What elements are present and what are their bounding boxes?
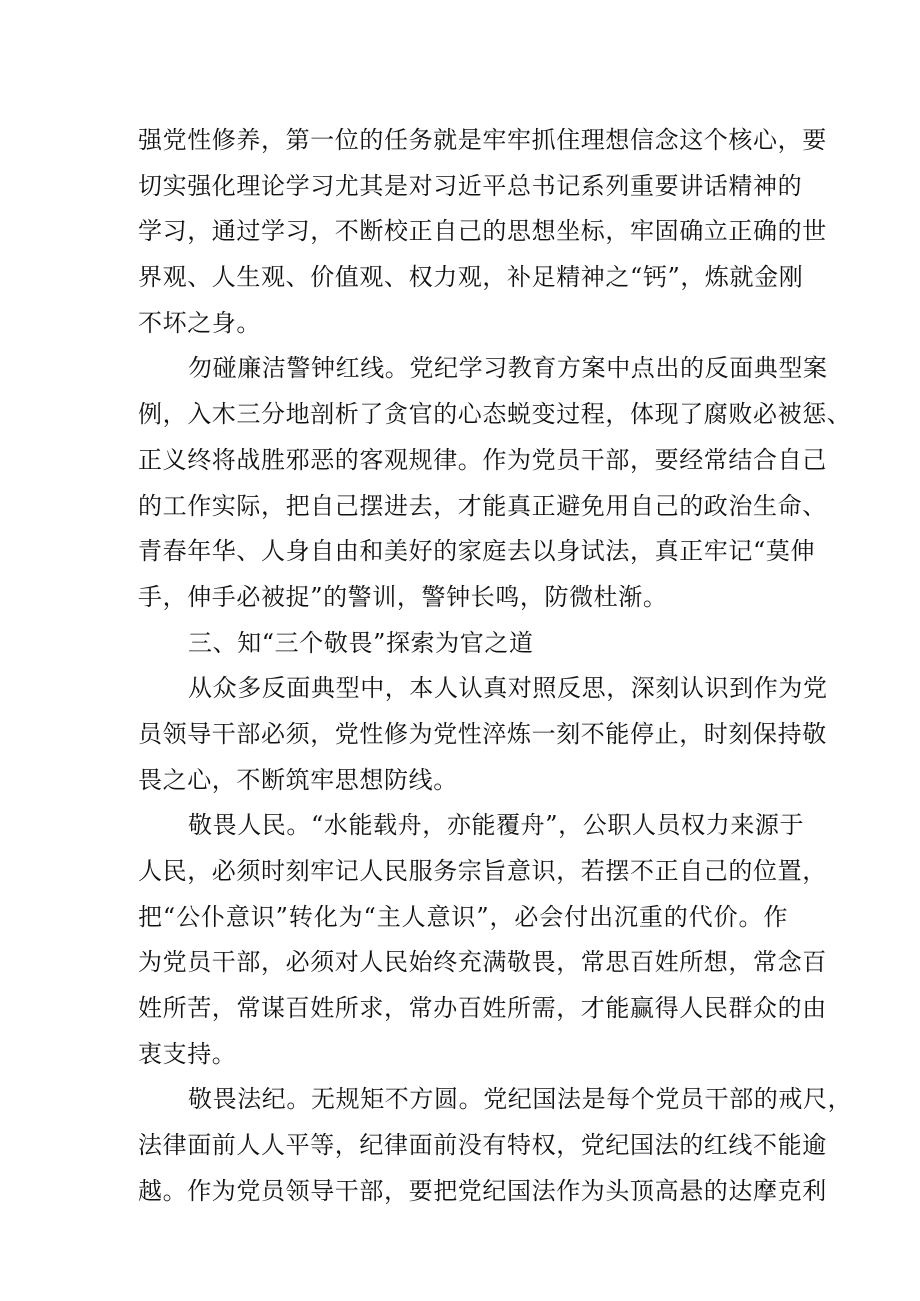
text-line: 手，伸手必被捉”的警训，警钟长鸣，防微杜渐。	[138, 582, 668, 611]
text-line: 三、知“三个敬畏”探索为官之道	[188, 628, 534, 657]
text-line: 人民，必须时刻牢记人民服务宗旨意识，若摆不正自己的位置，	[138, 857, 827, 885]
text-line: 切实强化理论学习尤其是对习近平总书记系列重要讲话精神的	[138, 171, 803, 200]
text-line: 敬畏法纪。无规矩不方圆。党纪国法是每个党员干部的戒尺，	[188, 1085, 853, 1114]
text-line: 法律面前人人平等，纪律面前没有特权，党纪国法的红线不能逾	[138, 1131, 827, 1160]
text-line: 从众多反面典型中，本人认真对照反思，深刻认识到作为党	[188, 674, 828, 703]
text-line: 强党性修养，第一位的任务就是牢牢抓住理想信念这个核心，要	[138, 126, 827, 154]
text-line: 敬畏人民。“水能载舟，亦能覆舟”，公职人员权力来源于	[188, 811, 805, 840]
text-line: 不坏之身。	[138, 308, 261, 337]
text-line: 勿碰廉洁警钟红线。党纪学习教育方案中点出的反面典型案	[188, 354, 828, 383]
text-line: 畏之心，不断筑牢思想防线。	[138, 765, 458, 794]
document-body	[138, 118, 853, 1215]
text-line: 越。作为党员领导干部，要把党纪国法作为头顶高悬的达摩克利	[138, 1176, 827, 1205]
text-line: 衷支持。	[138, 1039, 237, 1068]
text-line: 学习，通过学习，不断校正自己的思想坐标，牢固确立正确的世	[138, 217, 827, 246]
text-line: 为党员干部，必须对人民始终充满敬畏，常思百姓所想，常念百	[138, 948, 827, 977]
text-line: 员领导干部必须，党性修为党性淬炼一刻不能停止，时刻保持敬	[138, 719, 827, 748]
text-line: 青春年华、人身自由和美好的家庭去以身试法，真正牢记“莫伸	[138, 537, 816, 566]
text-line: 把“公仆意识”转化为“主人意识”，必会付出沉重的代价。作	[138, 902, 788, 931]
text-line: 正义终将战胜邪恶的客观规律。作为党员干部，要经常结合自己	[138, 445, 827, 474]
text-line: 的工作实际，把自己摆进去，才能真正避免用自己的政治生命、	[138, 491, 827, 520]
text-line: 例，入木三分地剖析了贪官的心态蜕变过程，体现了腐败必被惩、	[138, 400, 852, 429]
text-line: 界观、人生观、价值观、权力观，补足精神之“钙”，炼就金刚	[138, 263, 804, 292]
text-line: 姓所苦，常谋百姓所求，常办百姓所需，才能赢得人民群众的由	[138, 994, 827, 1023]
